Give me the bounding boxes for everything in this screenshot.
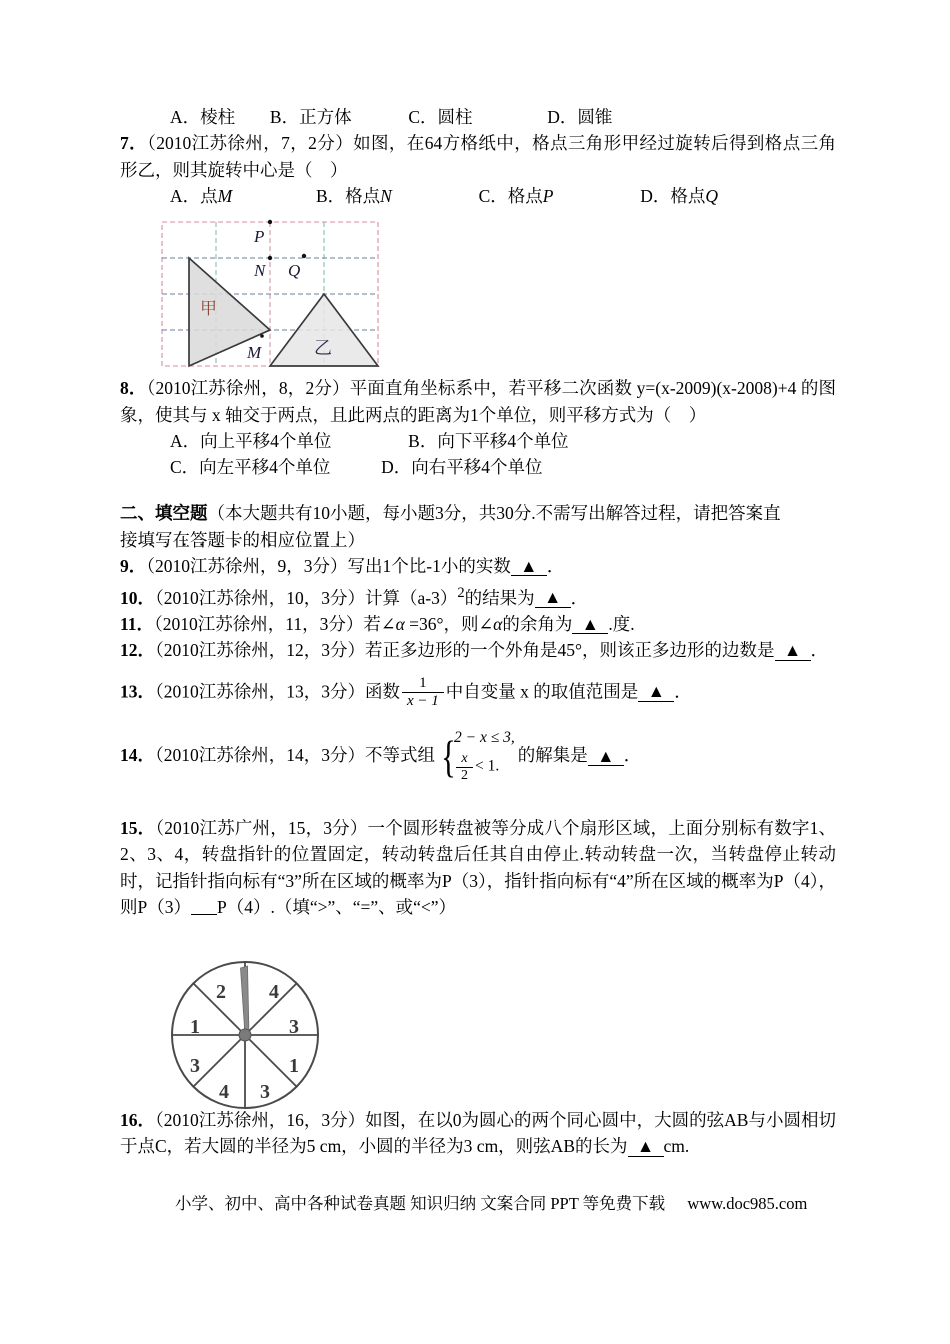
q7-option-b-var: N — [380, 186, 392, 206]
q7-option-c: C．格点P — [478, 186, 554, 206]
section-2-desc: （本大题共有10小题，每小题3分，共30分.不需写出解答过程，请把答案直 — [207, 503, 781, 523]
label-m: M — [247, 343, 262, 362]
spinner-label-6: 3 — [190, 1055, 200, 1077]
spacer-before-section-2 — [120, 480, 836, 500]
q10-text-after: ． — [570, 587, 589, 608]
q15-stem-text: （2010江苏广州，15，3分）一个圆形转盘被等分成八个扇形区域，上面分别标有数字1、2、3、4，转盘指针的位置固定，转动转盘后任其自由停止.转动转盘一次，当转盘停止转动时，记指针指向标有“3”所在区域的概率为P（3），指针指向标有“4”所在区域的概率为P（4），则P（3） — [120, 817, 837, 918]
q8-stem-text: （2010江苏徐州，8，2分）平面直角坐标系中，若平移二次函数 y=(x-2009)(x-2008)+4 的图象，使其与 x 轴交于两点，且此两点的距离为1个单位，则平移方式为（ ） — [120, 378, 837, 425]
q13-text-mid: 中自变量 x 的取值范围是 — [445, 681, 639, 702]
q7-option-d-var: Q — [705, 186, 719, 206]
q12-number: 12． — [120, 640, 155, 661]
q11-alpha-1: α — [395, 613, 405, 634]
q8-option-c: C．向左平移4个单位 — [170, 457, 331, 477]
q10-text-mid: 的结果为 — [464, 587, 535, 608]
section-2-desc-pre2: 接 — [120, 529, 138, 550]
section-2-desc-end: ） — [347, 529, 365, 550]
q14-inequality-system — [438, 729, 515, 783]
q11-text-after: .度. — [608, 613, 635, 634]
q13-fraction-numerator: 1 — [419, 674, 427, 691]
q14-inequality-1: 2 − x ≤ 3, — [454, 729, 515, 747]
footer-text: 小学、初中、高中各种试卷真题 知识归纳 文案合同 PPT 等免费下载 — [175, 1194, 666, 1213]
q15-number: 15． — [120, 817, 156, 838]
q6-option-b: B．正方体 — [269, 107, 352, 127]
q7-option-c-var: P — [542, 186, 554, 206]
q9-answer-blank[interactable]: ▲ — [511, 557, 547, 576]
q16-stem-text: （2010江苏徐州，16，3分）如图，在以0为圆心的两个同心圆中，大圆的弦AB与小圆相切于点C，若大圆的半径为5 cm，小圆的半径为3 cm，则弦AB的长为 — [120, 1109, 837, 1157]
spacer-q12-q13 — [120, 664, 836, 676]
q15-answer-blank[interactable] — [191, 898, 217, 915]
q14-answer-blank[interactable]: ▲ — [588, 747, 624, 766]
page-footer — [175, 1192, 807, 1216]
q8-option-a: A．向上平移4个单位 — [170, 431, 332, 451]
section-2-heading-line2 — [120, 527, 836, 554]
q14-number: 14． — [120, 745, 155, 766]
q9-text: （2010江苏徐州，9，3分）写出1个比-1小的实数 — [146, 556, 511, 576]
q11-text-mid-1: =36°，则∠ — [404, 613, 494, 634]
spinner-label-3: 1 — [289, 1055, 299, 1077]
q10-number: 10． — [120, 587, 155, 608]
q12-answer-blank[interactable]: ▲ — [775, 641, 811, 660]
q10-text: （2010江苏徐州，10，3分）计算（a-3） — [155, 587, 458, 608]
q11-number: 11． — [120, 613, 155, 634]
q7-number: 7． — [120, 133, 148, 153]
question-14 — [120, 730, 836, 784]
section-2-heading — [120, 500, 836, 527]
question-10 — [120, 580, 836, 611]
q16-number: 16． — [120, 1109, 156, 1130]
q14-fraction-numerator: x — [461, 751, 468, 767]
q16-stem-after: cm. — [663, 1136, 690, 1157]
q13-answer-blank[interactable]: ▲ — [638, 682, 674, 701]
q7-option-b: B．格点N — [315, 186, 392, 206]
spinner-hub-icon — [239, 1029, 251, 1041]
q14-relation: < 1. — [475, 758, 500, 776]
question-11 — [120, 611, 836, 638]
point-n-marker — [268, 256, 272, 260]
spinner-label-1: 4 — [269, 981, 279, 1003]
question-15-stem — [120, 815, 836, 921]
question-12 — [120, 637, 836, 664]
q14-fraction-denominator: 2 — [456, 767, 473, 784]
q13-fraction — [402, 675, 444, 710]
label-p: P — [254, 227, 265, 246]
q11-text-mid-2: 的余角为 — [502, 613, 573, 634]
q8-option-b: B．向下平移4个单位 — [408, 431, 569, 451]
q9-text-after: ． — [546, 556, 565, 576]
q7-option-a-var: M — [217, 186, 233, 206]
q15-stem-after: P（4）.（填“>”、“=”、或“<”） — [216, 897, 457, 918]
q6-option-d: D．圆锥 — [547, 107, 613, 127]
question-13 — [120, 676, 836, 711]
q8-option-d: D．向右平移4个单位 — [381, 457, 543, 477]
q14-fraction — [456, 751, 473, 783]
q13-text-after: ． — [674, 681, 692, 702]
question-15-figure — [157, 952, 337, 1122]
point-m-marker — [260, 334, 264, 338]
spinner-label-7: 1 — [190, 1016, 200, 1038]
spacer-q14-q15 — [120, 785, 836, 815]
spinner-group — [172, 962, 318, 1108]
question-8-stem — [120, 375, 836, 428]
label-n: N — [254, 261, 266, 280]
q7-option-d: D．格点Q — [640, 186, 719, 206]
question-7-figure — [158, 218, 386, 370]
q11-answer-blank[interactable]: ▲ — [572, 615, 608, 634]
q14-inequality-2 — [450, 751, 515, 783]
footer-url[interactable]: www.doc985.com — [687, 1194, 808, 1213]
q6-options-row — [120, 104, 836, 130]
section-2-desc-emphasized: 填写在答题卡的相应位置上 — [138, 530, 348, 553]
q10-exponent: 2 — [457, 584, 465, 601]
q6-option-c: C．圆柱 — [408, 107, 473, 127]
label-triangle-jia: 甲 — [200, 299, 217, 318]
q14-text-after: ． — [623, 745, 642, 766]
q8-options-row-2 — [120, 454, 836, 480]
q13-number: 13． — [120, 681, 155, 702]
spinner-label-4: 3 — [260, 1081, 270, 1103]
spinner-label-2: 3 — [289, 1016, 299, 1038]
spinner-label-8: 2 — [216, 981, 226, 1003]
q16-answer-blank[interactable]: ▲ — [628, 1137, 664, 1156]
q6-option-a: A．棱柱 — [170, 107, 236, 127]
spinner-label-5: 4 — [219, 1081, 229, 1103]
label-triangle-yi: 乙 — [314, 338, 332, 358]
point-p-marker — [268, 220, 272, 224]
q10-answer-blank[interactable]: ▲ — [535, 588, 571, 607]
point-q-marker — [302, 254, 306, 258]
q9-number: 9． — [120, 556, 147, 576]
label-q: Q — [288, 261, 301, 280]
q7-option-a: A．点M — [170, 186, 233, 206]
q14-text-mid: 的解集是 — [517, 745, 588, 766]
q12-text-after: ． — [810, 640, 828, 661]
question-7-stem — [120, 130, 836, 183]
spacer-q13-q14 — [120, 710, 836, 730]
q11-alpha-2: α — [493, 613, 503, 634]
q12-text: （2010江苏徐州，12，3分）若正多边形的一个外角是45°，则该正多边形的边数是 — [155, 640, 775, 661]
q13-fraction-denominator: x − 1 — [402, 692, 444, 710]
question-9 — [120, 553, 836, 580]
q7-stem-text: （2010江苏徐州，7，2分）如图，在64方格纸中，格点三角形甲经过旋转后得到格点三角形乙，则其旋转中心是（ ） — [120, 133, 837, 180]
spinner-wheel-diagram — [157, 952, 337, 1122]
q8-options-row-1 — [120, 428, 836, 454]
section-2-label: 二、填空题 — [120, 503, 208, 523]
q8-number: 8． — [120, 378, 147, 398]
q14-text: （2010江苏徐州，14，3分）不等式组 — [155, 745, 435, 766]
q11-text: （2010江苏徐州，11，3分）若∠ — [154, 613, 396, 634]
left-brace-icon: { — [441, 732, 456, 782]
grid-triangles-diagram — [158, 218, 386, 370]
q7-options-row — [120, 183, 836, 209]
q13-text: （2010江苏徐州，13，3分）函数 — [155, 681, 400, 702]
